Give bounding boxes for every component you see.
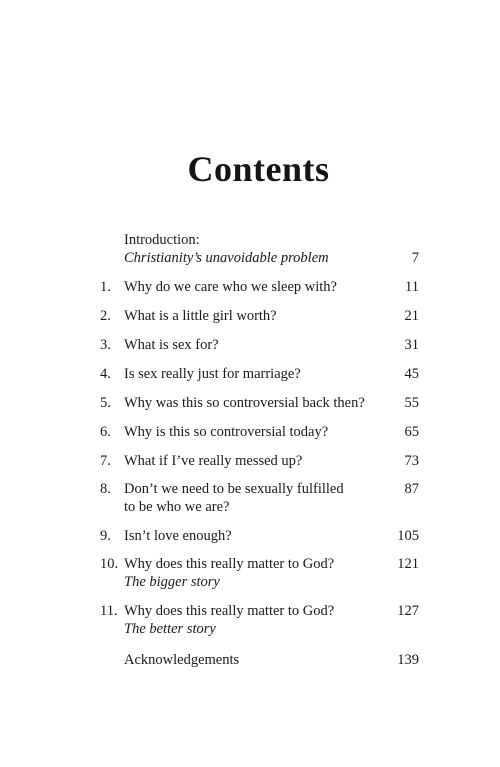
toc-entry-page: 65: [404, 424, 419, 440]
toc-entry-page: 21: [404, 308, 419, 324]
toc-entry-number: 6.: [100, 424, 111, 440]
toc-entry-number: 5.: [100, 395, 111, 411]
toc-entry-8: [100, 480, 420, 516]
toc-entry-page: 11: [405, 279, 419, 295]
toc-entry-10: [100, 555, 420, 591]
toc-entry-title: What is sex for?: [124, 337, 219, 353]
toc-entry-3: [100, 336, 420, 354]
toc-entry-title: Introduction:: [124, 232, 200, 248]
toc-entry-title: Why is this so controversial today?: [124, 424, 329, 440]
toc-entry-title: Is sex really just for marriage?: [124, 366, 301, 382]
toc-entry-number: 2.: [100, 308, 111, 324]
toc-entry-page: 121: [397, 556, 419, 572]
toc-entry-5: [100, 394, 420, 412]
page-title: Contents: [187, 149, 330, 189]
toc-entry-number: 4.: [100, 366, 111, 382]
toc-entry-number: 3.: [100, 337, 111, 353]
toc-entry-7: [100, 452, 420, 470]
toc-entry-page: 139: [397, 652, 419, 668]
toc-entry-number: 1.: [100, 279, 111, 295]
toc-entry-page: 105: [397, 528, 419, 544]
toc-entry-1: [100, 278, 420, 296]
toc-entry-page: 55: [404, 395, 419, 411]
toc-entry-page: 7: [411, 250, 419, 266]
toc-entry-subtitle: The bigger story: [124, 574, 220, 590]
toc-entry-9: [100, 527, 420, 545]
toc-entry-title: Why does this really matter to God?: [124, 603, 335, 619]
toc-entry-title: Don’t we need to be sexually fulfilled to be who we are?: [124, 481, 344, 515]
toc-entry-title: Why was this so controversial back then?: [124, 395, 365, 411]
toc-entry-title: Why do we care who we sleep with?: [124, 279, 337, 295]
toc-entry-page: 127: [397, 603, 419, 619]
toc-entry-page: 31: [404, 337, 419, 353]
toc-entry-2: [100, 307, 420, 325]
toc-entry-subtitle: The better story: [124, 621, 216, 637]
toc-entry-title: What if I’ve really messed up?: [124, 453, 303, 469]
toc-entry-title: What is a little girl worth?: [124, 308, 277, 324]
toc-entry-6: [100, 423, 420, 441]
toc-entry-number: 9.: [100, 528, 111, 544]
toc-entry-4: [100, 365, 420, 383]
toc-entry-subtitle: Christianity’s unavoidable problem: [124, 250, 329, 266]
toc-entry-number: 8.: [100, 481, 111, 497]
toc-entry-title: Acknowledgements: [124, 652, 240, 668]
toc-entry-acknowledgements: [100, 651, 420, 669]
toc-entry-introduction: [100, 231, 420, 267]
toc-entry-page: 73: [404, 453, 419, 469]
toc-entry-title: Why does this really matter to God?: [124, 556, 335, 572]
toc-entry-title: Isn’t love enough?: [124, 528, 232, 544]
toc-entry-11: [100, 602, 420, 638]
toc-entry-number: 7.: [100, 453, 111, 469]
toc-entry-number: 11.: [100, 603, 118, 619]
toc-entry-page: 87: [404, 481, 419, 497]
toc-entry-page: 45: [404, 366, 419, 382]
toc-entry-number: 10.: [100, 556, 119, 572]
